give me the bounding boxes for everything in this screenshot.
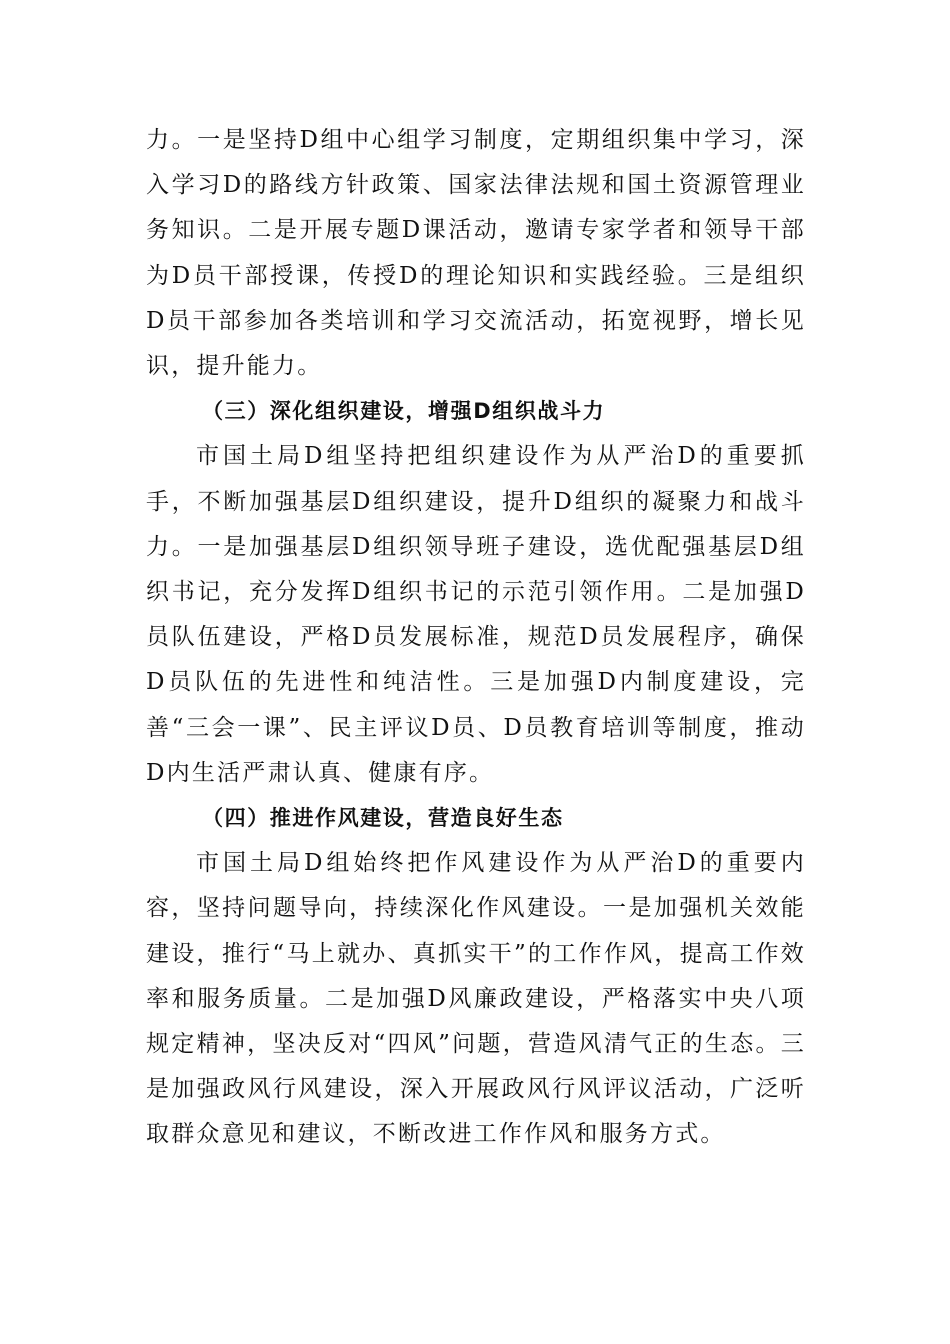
paragraph-continuation: 力。一是坚持D组中心组学习制度，定期组织集中学习，深入学习D的路线方针政策、国家法律法规和国土资源管理业务知识。二是开展专题D课活动，邀请专家学者和领导干部为D员干部授课，传授D的理论知识和实践经验。三是组织D员干部参加各类培训和学习交流活动，拓宽视野，增长见识，提升能力。: [146, 127, 806, 380]
section-heading-four: （四）推进作风建设，营造良好生态: [202, 806, 564, 831]
paragraph-work-style: 市国土局D组始终把作风建设作为从严治D的重要内容，坚持问题导向，持续深化作风建设。一是加强机关效能建设，推行“马上就办、真抓实干”的工作作风，提高工作效率和服务质量。二是加强D风廉政建设，严格落实中央八项规定精神，坚决反对“四风”问题，营造风清气正的生态。三是加强政风行风建设，深入开展政风行风评议活动，广泛听取群众意见和建议，不断改进工作作风和服务方式。: [146, 850, 806, 1148]
section-heading-three: （三）深化组织建设，增强D组织战斗力: [202, 399, 606, 424]
document-body: [146, 118, 806, 1158]
paragraph-organization: 市国土局D组坚持把组织建设作为从严治D的重要抓手，不断加强基层D组织建设，提升D组织的凝聚力和战斗力。一是加强基层D组织领导班子建设，选优配强基层D组织书记，充分发挥D组织书记的示范引领作用。二是加强D员队伍建设，严格D员发展标准，规范D员发展程序，确保D员队伍的先进性和纯洁性。三是加强D内制度建设，完善“三会一课”、民主评议D员、D员教育培训等制度，推动D内生活严肃认真、健康有序。: [146, 443, 806, 786]
